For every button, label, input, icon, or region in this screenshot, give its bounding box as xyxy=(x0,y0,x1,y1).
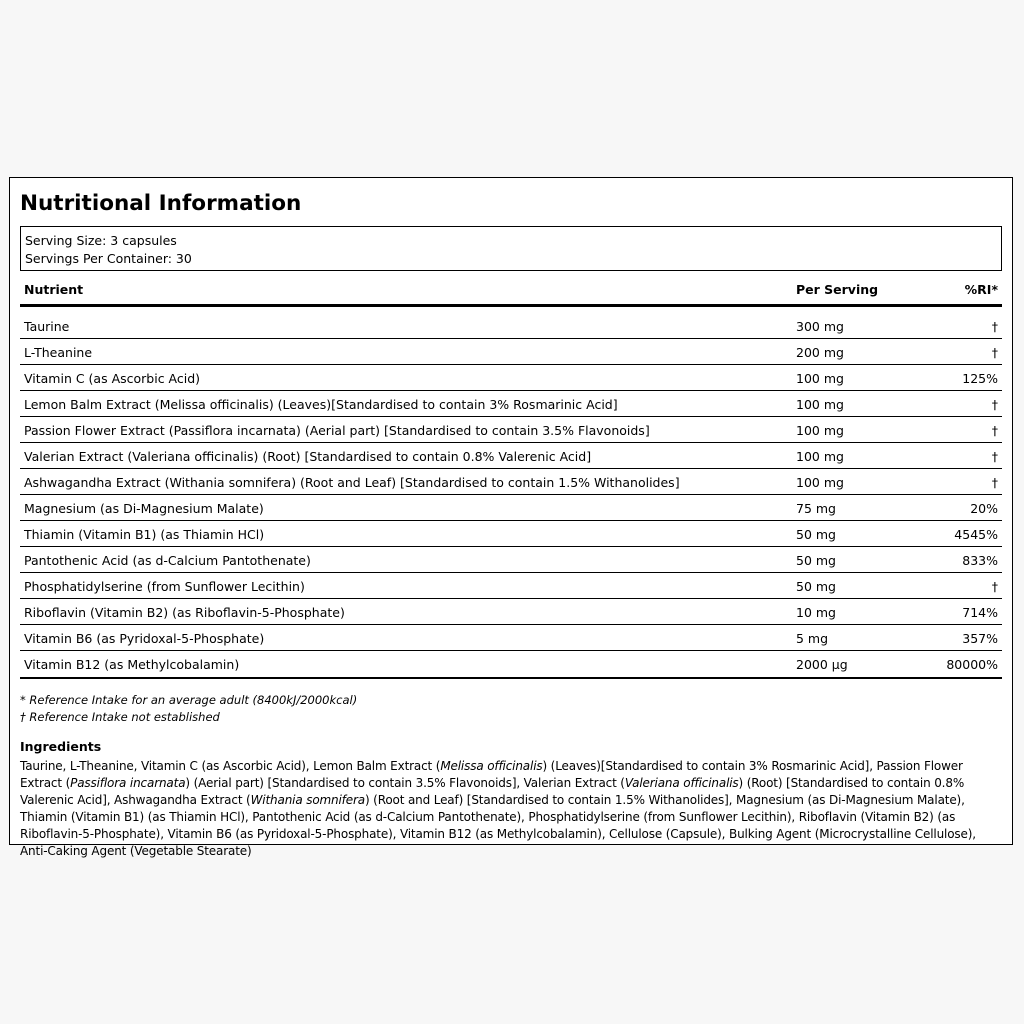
nutrition-panel xyxy=(9,177,1013,858)
nutrient-name: Lemon Balm Extract (Melissa officinalis) (Leaves)[Standardised to contain 3% Rosmarinic Acid] xyxy=(24,396,618,412)
per-serving-value: 300 mg xyxy=(796,319,844,334)
ri-value: 80000% xyxy=(946,657,998,672)
ri-value: † xyxy=(991,319,998,334)
ingredient-latin-name: Valeriana officinalis xyxy=(624,776,739,790)
per-serving-value: 100 mg xyxy=(796,422,844,438)
ingredient-latin-name: Melissa officinalis xyxy=(440,759,543,773)
ingredient-latin-name: Passiflora incarnata xyxy=(70,776,186,790)
table-row xyxy=(20,625,1002,651)
footnote-ri: * Reference Intake for an average adult (8400kJ/2000kcal) xyxy=(20,693,358,707)
nutrient-name: Valerian Extract (Valeriana officinalis) (Root) [Standardised to contain 0.8% Valerenic Acid] xyxy=(24,448,592,464)
servings-per-container: Servings Per Container: 30 xyxy=(25,250,192,266)
serving-size: Serving Size: 3 capsules xyxy=(25,233,177,248)
ingredient-text-segment: ) (Leaves)[Standardised to contain 3% Rosmarinic Acid], Passion Flower Extract ( xyxy=(20,759,963,790)
ri-value: 833% xyxy=(962,552,998,568)
nutrient-name: Vitamin B6 (as Pyridoxal-5-Phosphate) xyxy=(24,630,265,646)
ri-value: 714% xyxy=(962,604,998,620)
per-serving-value: 50 mg xyxy=(796,578,836,594)
per-serving-value: 100 mg xyxy=(796,396,844,412)
panel-title: Nutritional Information xyxy=(20,191,302,216)
serving-info-box xyxy=(20,226,1002,271)
ri-value: 20% xyxy=(970,500,998,516)
nutrient-name: Pantothenic Acid (as d-Calcium Pantothenate) xyxy=(24,552,311,568)
table-row xyxy=(20,495,1002,521)
per-serving-value: 5 mg xyxy=(796,630,829,646)
table-row xyxy=(20,521,1002,547)
table-row xyxy=(20,443,1002,469)
per-serving-value: 10 mg xyxy=(796,604,836,620)
table-row xyxy=(20,417,1002,443)
ingredients-title: Ingredients xyxy=(20,739,102,754)
table-row xyxy=(20,469,1002,495)
nutrient-name: Ashwagandha Extract (Withania somnifera) (Root and Leaf) [Standardised to contain 1.5% Withanolides] xyxy=(24,474,680,490)
ingredient-text-segment: Taurine, L-Theanine, Vitamin C (as Ascorbic Acid), Lemon Balm Extract ( xyxy=(20,759,441,773)
ri-value: 125% xyxy=(962,370,998,386)
ingredients-text xyxy=(20,758,1002,860)
per-serving-value: 75 mg xyxy=(796,500,836,516)
table-row xyxy=(20,599,1002,625)
ri-value: † xyxy=(991,474,998,490)
per-serving-value: 50 mg xyxy=(796,552,836,568)
nutrient-name: Riboflavin (Vitamin B2) (as Riboflavin-5-Phosphate) xyxy=(24,604,345,620)
footnote-not-established: † Reference Intake not established xyxy=(20,710,220,724)
per-serving-value: 2000 µg xyxy=(796,657,848,672)
header-ri: %RI* xyxy=(964,282,998,297)
ingredient-latin-name: Withania somnifera xyxy=(250,793,365,807)
header-per-serving: Per Serving xyxy=(796,282,879,297)
table-header xyxy=(20,271,1002,307)
per-serving-value: 100 mg xyxy=(796,448,844,464)
nutrient-name: Vitamin B12 (as Methylcobalamin) xyxy=(24,657,240,672)
ri-value: 357% xyxy=(962,630,998,646)
nutrient-name: Passion Flower Extract (Passiflora incarnata) (Aerial part) [Standardised to contain 3.5% Flavonoids] xyxy=(24,422,650,438)
per-serving-value: 50 mg xyxy=(796,526,836,542)
ri-value: 4545% xyxy=(954,526,998,542)
header-nutrient: Nutrient xyxy=(24,282,84,297)
nutrient-table-body xyxy=(20,307,1002,679)
ingredient-text-segment: ) (Aerial part) [Standardised to contain 3.5% Flavonoids], Valerian Extract ( xyxy=(185,776,625,790)
ri-value: † xyxy=(991,448,998,464)
table-row xyxy=(20,391,1002,417)
ri-value: † xyxy=(991,578,998,594)
ri-value: † xyxy=(991,422,998,438)
footnotes xyxy=(20,692,1002,726)
nutrient-name: Magnesium (as Di-Magnesium Malate) xyxy=(24,500,264,516)
ingredient-text-segment: ) (Root and Leaf) [Standardised to contain 1.5% Withanolides], Magnesium (as Di-Magnesium Malate), Thiamin (Vitamin B1) (as Thiamin HCl), Pantothenic Acid (as d-Calcium Pantothenate), Phosphatidylserine (from Sunflower Lecithin), Riboflavin (Vitamin B2) (as Riboflavin-5-Phosphate), Vitamin B6 (as Pyridoxal-5-Phosphate), Vitamin B12 (as Methylcobalamin), Cellulose (Capsule), Bulking Agent (Microcrystalline Cellulose), Anti-Caking Agent (Vegetable Stearate) xyxy=(20,793,976,858)
table-row xyxy=(20,651,1002,677)
ri-value: † xyxy=(991,396,998,412)
ingredient-text-segment: ) (Root) [Standardised to contain 0.8% Valerenic Acid], Ashwagandha Extract ( xyxy=(20,776,965,807)
table-row xyxy=(20,307,1002,339)
per-serving-value: 100 mg xyxy=(796,474,844,490)
nutrient-name: Vitamin C (as Ascorbic Acid) xyxy=(24,370,201,386)
table-row xyxy=(20,573,1002,599)
nutrient-name: Taurine xyxy=(24,319,70,334)
nutrient-name: Thiamin (Vitamin B1) (as Thiamin HCl) xyxy=(24,526,265,542)
table-row xyxy=(20,365,1002,391)
nutrient-name: Phosphatidylserine (from Sunflower Lecithin) xyxy=(24,578,305,594)
per-serving-value: 200 mg xyxy=(796,344,844,360)
nutrient-name: L-Theanine xyxy=(24,344,93,360)
per-serving-value: 100 mg xyxy=(796,370,844,386)
table-row xyxy=(20,339,1002,365)
ri-value: † xyxy=(991,344,998,360)
table-row xyxy=(20,547,1002,573)
